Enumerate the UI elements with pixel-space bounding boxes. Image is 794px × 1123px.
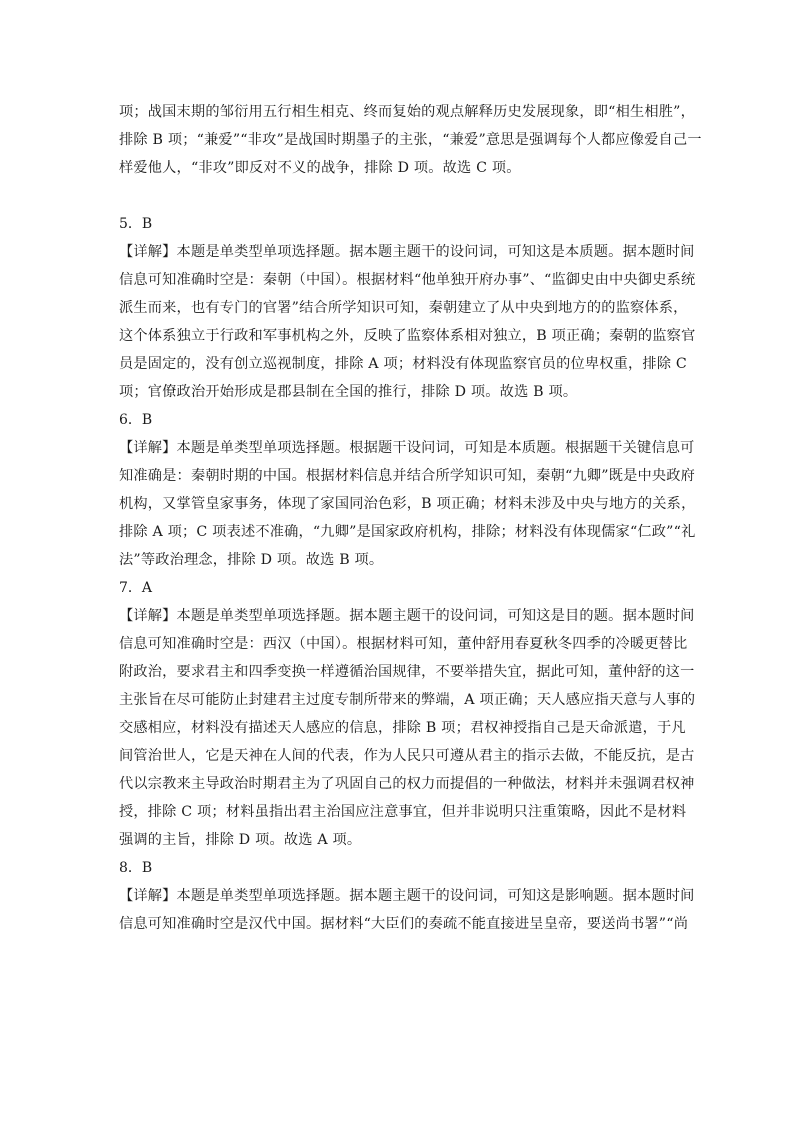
- text-line: 间管治世人，它是天神在人间的代表，作为人民只可遵从君主的指示去做，不能反抗，是古: [119, 748, 695, 764]
- intro-paragraph: [119, 98, 702, 182]
- text-line: 样爱他人，“非攻”即反对不义的战争，排除 D 项。故选 C 项。: [119, 160, 521, 176]
- text-line: 法”等政治理念，排除 D 项。故选 B 项。: [119, 552, 384, 568]
- question-number: 6．B: [119, 412, 153, 428]
- text-line: 员是固定的，没有创立巡视制度，排除 A 项；材料没有体现监察官员的位卑权重，排除 C: [119, 356, 687, 372]
- text-line: 交感相应，材料没有描述天人感应的信息，排除 B 项；君权神授指自己是天命派遣，于凡: [119, 720, 686, 736]
- text-line: 机构，又掌管皇家事务，体现了家国同治色彩，B 项正确；材料未涉及中央与地方的关系，: [119, 496, 696, 512]
- text-line: 信息可知准确时空是：秦朝（中国）。根据材料“他单独开府办事”、“监御史由中央御史系统: [119, 272, 696, 288]
- text-line: 强调的主旨，排除 D 项。故选 A 项。: [119, 832, 362, 848]
- question-number: 7．A: [119, 580, 153, 596]
- text-line: 授，排除 C 项；材料虽指出君主治国应注意事宜，但并非说明只注重策略，因此不是材料: [119, 804, 687, 820]
- question-number: 5．B: [119, 216, 153, 232]
- text-line: 主张旨在尽可能防止封建君主过度专制所带来的弊端，A 项正确；天人感应指天意与人事的: [119, 692, 696, 708]
- text-line: 【详解】本题是单类型单项选择题。根据题干设问词，可知是本质题。根据题干关键信息可: [119, 440, 695, 456]
- text-line: 这个体系独立于行政和军事机构之外，反映了监察体系相对独立，B 项正确；秦朝的监察官: [119, 328, 696, 344]
- text-line: 【详解】本题是单类型单项选择题。据本题主题干的设问词，可知这是本质题。据本题时间: [119, 244, 695, 260]
- question-6: [119, 406, 696, 574]
- text-line: 【详解】本题是单类型单项选择题。据本题主题干的设问词，可知这是目的题。据本题时间: [119, 608, 695, 624]
- text-line: 项；官僚政治开始形成是郡县制在全国的推行，排除 D 项。故选 B 项。: [119, 384, 578, 400]
- text-line: 信息可知准确时空是汉代中国。据材料“大臣们的奏疏不能直接进呈皇帝，要送尚书署”“尚: [119, 916, 689, 932]
- question-number: 8．B: [119, 860, 153, 876]
- text-line: 代以宗教来主导政治时期君主为了巩固自己的权力而提倡的一种做法，材料并未强调君权神: [119, 776, 695, 792]
- question-7: [119, 574, 696, 854]
- question-8: [119, 854, 695, 938]
- text-line: 信息可知准确时空是：西汉（中国）。根据材料可知，董仲舒用春夏秋冬四季的冷暖更替比: [119, 636, 688, 652]
- text-line: 项；战国末期的邹衍用五行相生相克、终而复始的观点解释历史发展现象，即“相生相胜”，: [119, 104, 696, 120]
- text-line: 【详解】本题是单类型单项选择题。据本题主题干的设问词，可知这是影响题。据本题时间: [119, 888, 695, 904]
- text-line: 排除 B 项；“兼爱”“非攻”是战国时期墨子的主张，“兼爱”意思是强调每个人都应像爱自己一: [119, 132, 702, 148]
- question-5: [119, 210, 696, 406]
- text-line: 知准确是：秦朝时期的中国。根据材料信息并结合所学知识可知，秦朝“九卿”既是中央政府: [119, 468, 696, 484]
- text-line: 排除 A 项；C 项表述不准确，“九卿”是国家政府机构，排除；材料没有体现儒家“仁政”“礼: [119, 524, 696, 540]
- document-page: [119, 98, 702, 938]
- text-line: 附政治，要求君主和四季变换一样遵循治国规律，不要举措失宜，据此可知，董仲舒的这一: [119, 664, 695, 680]
- text-line: 派生而来，也有专门的官署”结合所学知识可知，秦朝建立了从中央到地方的的监察体系，: [119, 300, 688, 316]
